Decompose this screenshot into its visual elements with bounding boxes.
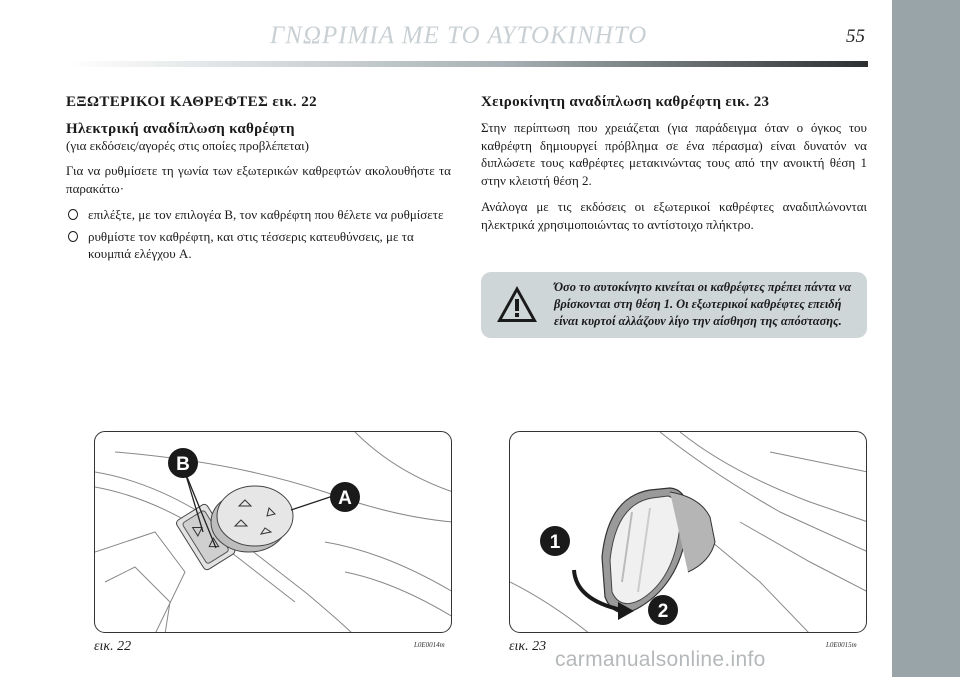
page-header-title: ΓΝΩΡΙΜΙΑ ΜΕ ΤΟ ΑΥΤΟΚΙΝΗΤΟ bbox=[270, 22, 648, 49]
subtitle-note: (για εκδόσεις/αγορές στις οποίες προβλέπεται) bbox=[66, 138, 309, 153]
mirror-control-illustration bbox=[95, 432, 452, 633]
warning-triangle-icon bbox=[495, 284, 539, 324]
callout-b: B bbox=[176, 454, 190, 475]
left-column bbox=[66, 94, 451, 267]
figure-23-caption: εικ. 23 bbox=[509, 639, 547, 654]
callout-2: 2 bbox=[657, 601, 669, 622]
right-title: Χειροκίνητη αναδίπλωση καθρέφτη εικ. 23 bbox=[481, 94, 770, 110]
figure-23-code: L0E0015m bbox=[826, 641, 857, 649]
figure-23 bbox=[509, 431, 867, 633]
side-tab bbox=[892, 0, 960, 677]
list-item-text: ρυθμίστε τον καθρέφτη, και στις τέσσερις κατευθύνσεις, με τα κουμπιά ελέγχου A. bbox=[88, 228, 414, 261]
figure-22-code: L0E0014m bbox=[414, 641, 445, 649]
door-mirror bbox=[602, 488, 715, 613]
list-item bbox=[66, 206, 451, 224]
bullet-circle-icon bbox=[68, 231, 78, 242]
callout-1: 1 bbox=[549, 532, 561, 553]
header-rule bbox=[66, 61, 868, 67]
figure-22 bbox=[94, 431, 452, 633]
right-column bbox=[481, 94, 867, 242]
watermark: carmanualsonline.info bbox=[555, 648, 766, 671]
list-item bbox=[66, 228, 451, 263]
control-a-knob bbox=[211, 486, 293, 552]
intro-paragraph: Για να ρυθμίσετε τη γωνία των εξωτερικών καθρεφτών ακολουθήστε τα παρακάτω· bbox=[66, 163, 451, 196]
bullet-circle-icon bbox=[68, 209, 78, 220]
bullet-list bbox=[66, 206, 451, 263]
page-number: 55 bbox=[846, 26, 865, 47]
mirror-fold-illustration bbox=[510, 432, 867, 633]
warning-text: Όσο το αυτοκίνητο κινείται οι καθρέφτες πρέπει πάντα να βρίσκονται στη θέση 1. Οι εξωτερικοί καθρέφτες επειδή είναι κυρτοί αλλάζουν λίγο την αίσθηση της απόστασης. bbox=[554, 280, 852, 328]
sub-title: Ηλεκτρική αναδίπλωση καθρέφτη bbox=[66, 121, 295, 137]
callout-a: A bbox=[338, 488, 352, 509]
right-paragraph-2: Ανάλογα με τις εκδόσεις οι εξωτερικοί καθρέφτες αναδιπλώνονται ηλεκτρικά χρησιμοποιώντας το αντίστοιχο πλήκτρο. bbox=[481, 199, 867, 232]
warning-box bbox=[481, 272, 867, 338]
figure-22-caption: εικ. 22 bbox=[94, 639, 132, 654]
section-title: ΕΞΩΤΕΡΙΚΟΙ ΚΑΘΡΕΦΤΕΣ εικ. 22 bbox=[66, 94, 318, 110]
right-paragraph-1: Στην περίπτωση που χρειάζεται (για παράδειγμα όταν ο όγκος του καθρέφτη δημιουργεί πρόβλημα σε ένα πέρασμα) είναι δυνατόν να διπλώσετε τους καθρέφτες μετακινώντας τους από την ανοικτή θέση 1 στην κλειστή θέση 2. bbox=[481, 120, 867, 188]
list-item-text: επιλέξτε, με τον επιλογέα B, τον καθρέφτη που θέλετε να ρυθμίσετε bbox=[88, 207, 444, 222]
